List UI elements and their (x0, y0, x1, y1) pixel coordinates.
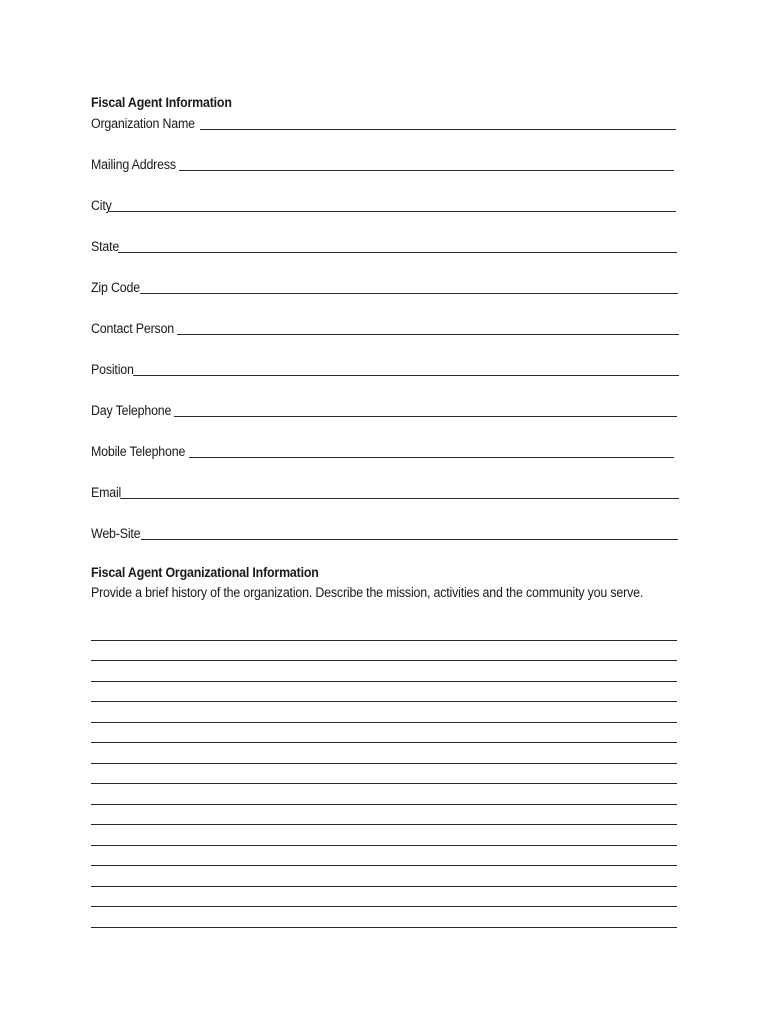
day-telephone-input-line[interactable] (174, 404, 677, 417)
contact-person-field[interactable] (91, 319, 679, 337)
mobile-telephone-input-line[interactable] (189, 445, 674, 458)
position-field[interactable] (91, 360, 679, 378)
city-field[interactable] (91, 196, 676, 214)
mailing-address-field[interactable] (91, 155, 674, 173)
answer-line[interactable] (91, 906, 677, 907)
answer-line[interactable] (91, 804, 677, 805)
answer-line[interactable] (91, 865, 677, 866)
organization-name-input-line[interactable] (200, 117, 676, 130)
answer-line[interactable] (91, 824, 677, 825)
city-label: City (91, 198, 112, 213)
position-input-line[interactable] (133, 363, 679, 376)
mailing-address-label: Mailing Address (91, 157, 176, 172)
city-input-line[interactable] (109, 199, 676, 212)
answer-line[interactable] (91, 742, 677, 743)
organization-name-field[interactable] (91, 114, 676, 132)
email-label: Email (91, 485, 122, 500)
zip-code-label: Zip Code (91, 280, 140, 295)
answer-line[interactable] (91, 701, 677, 702)
contact-person-label: Contact Person (91, 321, 175, 336)
day-telephone-field[interactable] (91, 401, 677, 419)
state-field[interactable] (91, 237, 677, 255)
state-label: State (91, 239, 120, 254)
section-heading-fiscal-agent-information: Fiscal Agent Information (91, 95, 232, 110)
answer-line[interactable] (91, 845, 677, 846)
zip-code-input-line[interactable] (140, 281, 678, 294)
answer-line[interactable] (91, 722, 677, 723)
answer-line[interactable] (91, 640, 677, 641)
answer-line[interactable] (91, 886, 677, 887)
web-site-label: Web-Site (91, 526, 141, 541)
history-instructions: Provide a brief history of the organization. Describe the mission, activities and the community you serve. (91, 585, 644, 600)
email-field[interactable] (91, 483, 679, 501)
mobile-telephone-field[interactable] (91, 442, 674, 460)
web-site-input-line[interactable] (141, 527, 678, 540)
answer-line[interactable] (91, 660, 677, 661)
section-heading-organizational-information: Fiscal Agent Organizational Information (91, 565, 319, 580)
answer-line[interactable] (91, 763, 677, 764)
position-label: Position (91, 362, 134, 377)
day-telephone-label: Day Telephone (91, 403, 172, 418)
answer-line[interactable] (91, 681, 677, 682)
zip-code-field[interactable] (91, 278, 678, 296)
mailing-address-input-line[interactable] (179, 158, 674, 171)
answer-line[interactable] (91, 783, 677, 784)
mobile-telephone-label: Mobile Telephone (91, 444, 186, 459)
web-site-field[interactable] (91, 524, 678, 542)
contact-person-input-line[interactable] (177, 322, 679, 335)
organization-name-label: Organization Name (91, 116, 195, 131)
state-input-line[interactable] (118, 240, 677, 253)
answer-line[interactable] (91, 927, 677, 928)
email-input-line[interactable] (120, 486, 679, 499)
